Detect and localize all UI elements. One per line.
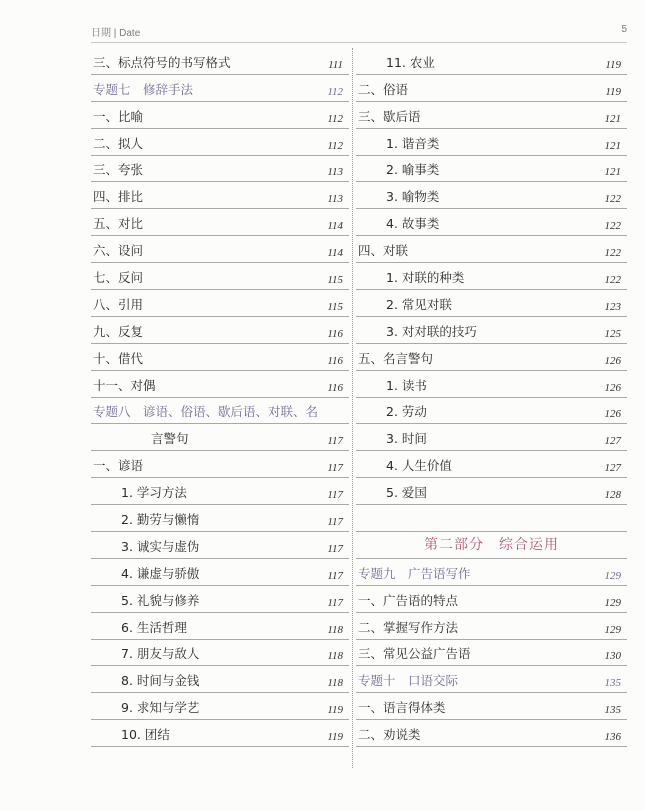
toc-entry-title: 2. 勤劳与懒惰: [121, 512, 200, 528]
toc-entry-row: [356, 156, 627, 183]
toc-page-number: 121: [604, 112, 621, 125]
toc-entry-row: [91, 236, 349, 263]
toc-right-column: [356, 48, 627, 747]
toc-entry-title: 五、对比: [93, 216, 144, 232]
toc-entry-row: [91, 451, 349, 478]
toc-entry-title: 三、歇后语: [358, 108, 421, 124]
toc-entry-row: [356, 693, 627, 720]
toc-entry-row: [356, 75, 627, 102]
toc-entry-row: [356, 317, 627, 344]
toc-entry-title: 七、反问: [93, 270, 144, 286]
toc-entry-row: [91, 102, 349, 129]
toc-page-number: 119: [327, 704, 343, 717]
toc-entry-title: 一、语言得体类: [358, 700, 446, 716]
toc-page-number: 130: [604, 650, 621, 663]
toc-page-number: 128: [604, 489, 621, 502]
toc-page-number: 119: [605, 85, 621, 98]
toc-page-number: 129: [604, 623, 621, 636]
toc-entry-title: 10. 团结: [121, 727, 170, 743]
toc-entry-title: 7. 朋友与敌人: [121, 646, 200, 662]
toc-page-number: 114: [327, 247, 343, 260]
toc-entry-row: [91, 129, 349, 156]
toc-entry-title: 三、常见公益广告语: [358, 646, 471, 662]
toc-entry-title: 5. 礼貌与修养: [121, 592, 200, 608]
toc-entry-row: [356, 398, 627, 425]
toc-blank-row: [356, 505, 627, 532]
toc-entry-title: 言警句: [151, 431, 189, 447]
toc-page-number: 121: [604, 139, 621, 152]
toc-entry-row: [91, 48, 349, 75]
toc-entry-row: [356, 478, 627, 505]
toc-page-number: 118: [327, 623, 343, 636]
toc-entry-title: 6. 生活哲理: [121, 619, 187, 635]
toc-page-number: 111: [328, 58, 343, 71]
toc-page-number: 127: [604, 435, 621, 448]
toc-entry-row: [356, 586, 627, 613]
toc-page-number: 119: [327, 731, 343, 744]
toc-entry-row: [356, 451, 627, 478]
toc-page-number: 117: [327, 516, 343, 529]
part-heading: [356, 532, 627, 559]
toc-page-number: 122: [604, 247, 621, 260]
toc-entry-row: [91, 344, 349, 371]
toc-entry-row: [356, 263, 627, 290]
toc-entry-title: 五、名言警句: [358, 350, 434, 366]
toc-entry-row: [356, 720, 627, 747]
toc-entry-row: [91, 209, 349, 236]
toc-page-number: 129: [604, 569, 621, 582]
toc-entry-title: 九、反复: [93, 323, 144, 339]
toc-entry-title: 专题八 谚语、俗语、歇后语、对联、名: [93, 404, 319, 420]
toc-entry-row: [91, 371, 349, 398]
toc-entry-title: 3. 时间: [386, 431, 427, 447]
toc-entry-title: 四、对联: [358, 243, 409, 259]
toc-page-number: 117: [327, 596, 343, 609]
toc-page-number: 112: [327, 85, 343, 98]
toc-page-number: 112: [327, 139, 343, 152]
toc-page-number: 122: [604, 274, 621, 287]
toc-entry-title: 三、夸张: [93, 162, 144, 178]
toc-entry-title: 3. 诚实与虚伪: [121, 538, 200, 554]
toc-page-number: 115: [327, 300, 343, 313]
toc-page-number: 117: [327, 435, 343, 448]
toc-entry-row: [91, 532, 349, 559]
toc-page-number: 122: [604, 220, 621, 233]
toc-entry-title: 一、谚语: [93, 458, 144, 474]
toc-entry-row: [356, 236, 627, 263]
toc-left-column: [91, 48, 349, 747]
toc-entry-row: [91, 613, 349, 640]
toc-entry-row: [356, 640, 627, 667]
toc-entry-title: 2. 劳动: [386, 404, 427, 420]
toc-page-number: 116: [327, 354, 343, 367]
toc-page-number: 126: [604, 408, 621, 421]
toc-entry-row: [91, 559, 349, 586]
toc-page-number: 117: [327, 542, 343, 555]
toc-page-number: 118: [327, 650, 343, 663]
toc-entry-title: 3. 对对联的技巧: [386, 323, 477, 339]
header-rule: [91, 42, 627, 43]
toc-page-number: 125: [604, 327, 621, 340]
toc-topic-row: [91, 75, 349, 102]
toc-entry-title: 1. 学习方法: [121, 485, 187, 501]
toc-entry-title: 一、广告语的特点: [358, 592, 459, 608]
toc-page-number: 115: [327, 274, 343, 287]
toc-entry-row: [91, 317, 349, 344]
date-label: 日期 | Date: [91, 28, 141, 39]
toc-entry-title: 专题九 广告语写作: [358, 565, 471, 581]
toc-page-number: 136: [604, 731, 621, 744]
page-header: [91, 24, 627, 40]
toc-page-number: 129: [604, 596, 621, 609]
toc-entry-row: [91, 693, 349, 720]
toc-entry-row: [356, 424, 627, 451]
toc-topic-row: [356, 559, 627, 586]
toc-entry-row: [91, 290, 349, 317]
toc-entry-title: 二、俗语: [358, 81, 409, 97]
toc-entry-row: [356, 371, 627, 398]
toc-entry-title: 1. 读书: [386, 377, 427, 393]
toc-topic-row: [91, 398, 349, 425]
toc-entry-row: [356, 209, 627, 236]
toc-entry-row: [356, 102, 627, 129]
toc-entry-row: [91, 505, 349, 532]
toc-entry-title: 二、掌握写作方法: [358, 619, 459, 635]
toc-entry-title: 一、比喻: [93, 108, 144, 124]
toc-entry-title: 二、劝说类: [358, 727, 421, 743]
toc-entry-row: [91, 182, 349, 209]
toc-entry-title: 4. 故事类: [386, 216, 440, 232]
toc-page-number: 135: [604, 677, 621, 690]
toc-page-number: 113: [327, 193, 343, 206]
toc-entry-title: 二、拟人: [93, 135, 144, 151]
toc-entry-title: 专题十 口语交际: [358, 673, 459, 689]
toc-page-number: 123: [604, 300, 621, 313]
toc-page-number: 127: [604, 462, 621, 475]
toc-page-number: 118: [327, 677, 343, 690]
toc-entry-row: [91, 156, 349, 183]
toc-page-number: 121: [604, 166, 621, 179]
toc-entry-row: [91, 720, 349, 747]
page-number: 5: [621, 24, 627, 35]
toc-entry-row: [356, 344, 627, 371]
toc-entry-title: 专题七 修辞手法: [93, 81, 194, 97]
toc-entry-title: 三、标点符号的书写格式: [93, 54, 231, 70]
toc-entry-title: 第二部分 综合运用: [424, 536, 559, 553]
toc-page-number: 119: [605, 58, 621, 71]
toc-entry-title: 9. 求知与学艺: [121, 700, 200, 716]
toc-entry-title: 1. 对联的种类: [386, 270, 465, 286]
toc-entry-row: [356, 613, 627, 640]
toc-entry-title: 十、借代: [93, 350, 144, 366]
toc-entry-row: [91, 640, 349, 667]
toc-entry-row: [91, 666, 349, 693]
toc-entry-title: 11. 农业: [386, 54, 435, 70]
toc-entry-row: [356, 182, 627, 209]
toc-entry-title: 8. 时间与金钱: [121, 673, 200, 689]
toc-entry-title: 2. 常见对联: [386, 296, 452, 312]
toc-page-number: 117: [327, 489, 343, 502]
toc-page-number: 112: [327, 112, 343, 125]
toc-entry-title: 3. 喻物类: [386, 189, 440, 205]
toc-entry-title: 六、设问: [93, 243, 144, 259]
toc-entry-row: [91, 478, 349, 505]
toc-entry-title: 5. 爱国: [386, 485, 427, 501]
toc-entry-row: [91, 424, 349, 451]
toc-entry-row: [91, 586, 349, 613]
toc-entry-title: 4. 人生价值: [386, 458, 452, 474]
toc-entry-title: 八、引用: [93, 296, 144, 312]
toc-page-number: 126: [604, 381, 621, 394]
toc-topic-row: [356, 666, 627, 693]
toc-page-number: 135: [604, 704, 621, 717]
toc-entry-title: 1. 谐音类: [386, 135, 440, 151]
toc-entry-title: 2. 喻事类: [386, 162, 440, 178]
toc-page-number: 114: [327, 220, 343, 233]
toc-entry-title: 十一、对偶: [93, 377, 156, 393]
toc-page-number: 117: [327, 569, 343, 582]
toc-entry-row: [356, 129, 627, 156]
toc-page-number: 122: [604, 193, 621, 206]
toc-entry-title: 四、排比: [93, 189, 144, 205]
toc-page-number: 117: [327, 462, 343, 475]
toc-entry-row: [356, 290, 627, 317]
toc-page-number: 116: [327, 381, 343, 394]
toc-page-number: 126: [604, 354, 621, 367]
toc-entry-row: [356, 48, 627, 75]
toc-entry-row: [91, 263, 349, 290]
toc-page-number: 116: [327, 327, 343, 340]
toc-page-number: 113: [327, 166, 343, 179]
toc-entry-title: 4. 谦虚与骄傲: [121, 565, 200, 581]
column-divider: [352, 48, 353, 768]
